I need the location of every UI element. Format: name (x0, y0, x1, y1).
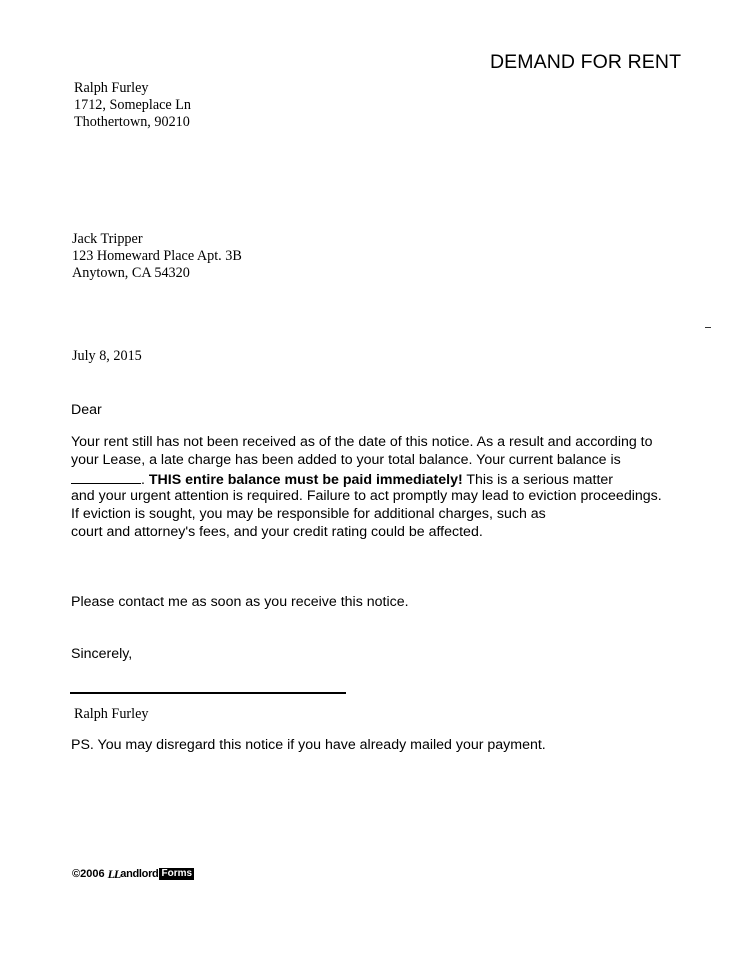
balance-due-emphasis: THIS entire balance must be paid immediately! (148, 472, 463, 488)
signer-name: Ralph Furley (74, 706, 149, 722)
body-line-3-rest: This is a serious matter (462, 472, 614, 488)
logo-mark: LL (107, 866, 121, 881)
postscript: PS. You may disregard this notice if you have already mailed your payment. (71, 737, 546, 753)
body-line-3-period: . (141, 472, 149, 488)
recipient-address-line2: Anytown, CA 54320 (72, 265, 190, 281)
body-line-6: court and attorney's fees, and your credit rating could be affected. (71, 524, 483, 540)
contact-request: Please contact me as soon as you receive this notice. (71, 594, 409, 610)
closing: Sincerely, (71, 646, 133, 662)
recipient-name: Jack Tripper (72, 231, 143, 247)
sender-name: Ralph Furley (74, 80, 149, 96)
margin-mark (705, 327, 711, 328)
letter-body (71, 433, 662, 541)
footer-copyright (72, 867, 194, 881)
body-line-3 (71, 469, 662, 487)
letter-date: July 8, 2015 (72, 348, 142, 364)
logo-word: andlord (120, 868, 159, 880)
signature-line (70, 692, 346, 694)
sender-address-block (74, 80, 191, 131)
body-line-2: your Lease, a late charge has been added to your total balance. Your current balance is (71, 452, 621, 468)
sender-address-line2: Thothertown, 90210 (74, 114, 190, 130)
balance-blank-field[interactable] (71, 469, 141, 484)
recipient-address-block (72, 231, 242, 282)
body-line-1: Your rent still has not been received as of the date of this notice. As a result and according to (71, 434, 653, 450)
copyright-text: ©2006 (72, 868, 105, 880)
recipient-address-line1: 123 Homeward Place Apt. 3B (72, 248, 242, 264)
sender-address-line1: 1712, Someplace Ln (74, 97, 192, 113)
landlord-forms-logo (108, 867, 194, 882)
body-line-4: and your urgent attention is required. Failure to act promptly may lead to eviction proceedings. (71, 488, 662, 504)
body-line-5: If eviction is sought, you may be responsible for additional charges, such as (71, 506, 546, 522)
document-title: DEMAND FOR RENT (490, 51, 682, 73)
logo-box: Forms (161, 868, 193, 879)
salutation: Dear (71, 402, 102, 418)
